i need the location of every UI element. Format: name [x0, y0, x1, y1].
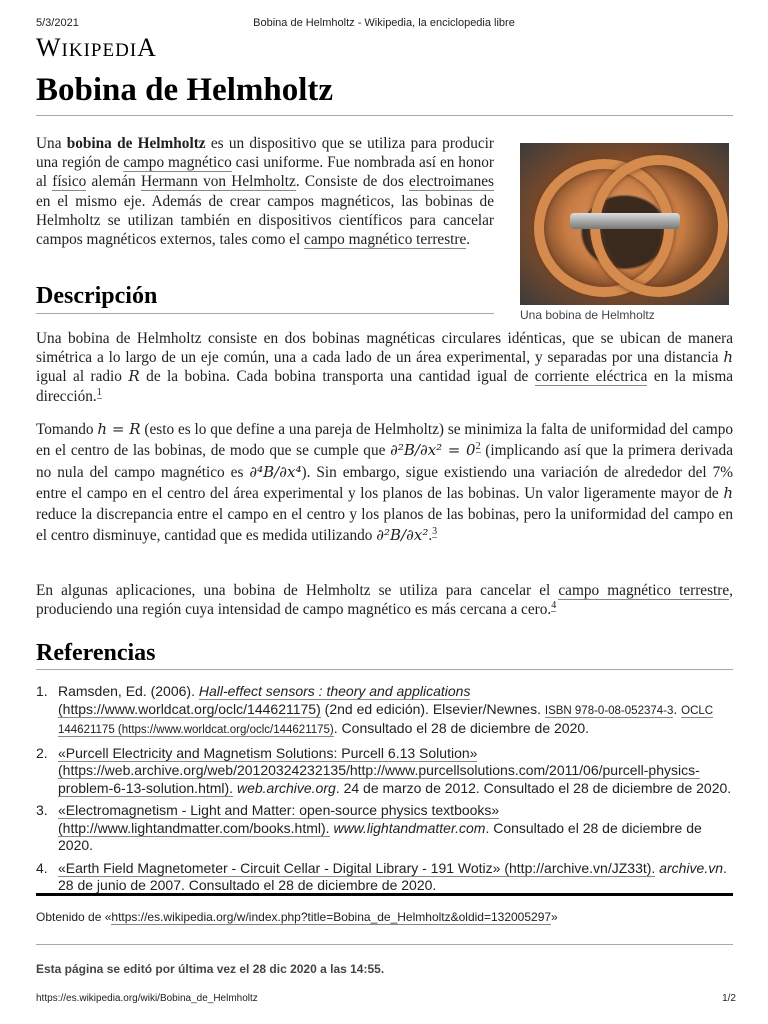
link-campo-magnetico-terrestre[interactable]: campo magnético terrestre	[558, 582, 730, 599]
reference-title-link[interactable]: «Electromagnetism - Light and Matter: open-source physics textbooks» (http://www.lightandmatter.com/books.html).	[58, 802, 500, 836]
paragraph-text: Una bobina de Helmholtz consiste en dos bobinas magnéticas circulares idénticas, que se ubican de manera simétrica a lo largo de un eje común, una a cada lado de un área experimental, y separadas por una distancia	[36, 330, 733, 367]
print-page-title: Bobina de Helmholtz - Wikipedia, la enciclopedia libre	[253, 17, 515, 29]
paragraph-text: (implicando así que la primera derivada no nula del campo magnético es	[36, 442, 733, 481]
link-fisico[interactable]: físico	[52, 173, 87, 191]
logo-last: A	[137, 33, 157, 62]
math-second-derivative-zero: ∂²B/∂x² = 0	[390, 441, 476, 460]
paragraph-text: reduce la discrepancia entre el campo en el centro y los planos de las bobinas, pero la uniformidad del campo en el centro disminuye, cantidad que es medida utilizando	[36, 506, 733, 545]
descripcion-paragraph-1	[36, 329, 733, 406]
thumbnail-caption: Una bobina de Helmholtz	[520, 308, 655, 322]
reference-number: 2.	[36, 744, 48, 761]
section-divider	[36, 313, 494, 314]
print-page-number: 1/2	[722, 993, 736, 1004]
reference-text: (2nd ed edición). Elsevier/Newnes.	[320, 700, 545, 717]
intro-bold-term: bobina de Helmholtz	[66, 135, 206, 152]
reference-title-link[interactable]: Hall-effect sensors : theory and applications	[198, 683, 471, 699]
math-h: h	[723, 483, 733, 502]
oclc-url-link[interactable]: (https://www.worldcat.org/oclc/144621175)	[114, 724, 334, 736]
intro-text: alemán	[86, 173, 141, 191]
ref-link-1[interactable]: 1	[96, 386, 102, 398]
reference-url-link[interactable]: (https://www.worldcat.org/oclc/144621175)	[58, 700, 321, 717]
ref-link-3[interactable]: 3	[432, 526, 438, 538]
print-date: 5/3/2021	[36, 17, 79, 29]
wikipedia-logo[interactable]	[36, 33, 157, 63]
reference-text: . Consultado el 28 de diciembre de 2020.	[58, 819, 702, 853]
link-campo-magnetico[interactable]: campo magnético	[123, 154, 232, 172]
title-divider	[36, 115, 733, 116]
paragraph-text: .	[428, 527, 433, 545]
paragraph-text: , produciendo una región cuya intensidad de campo magnético es más cercana a cero.	[36, 582, 733, 619]
retrieved-prefix: Obtenido de «	[36, 910, 112, 924]
link-corriente-electrica[interactable]: corriente eléctrica	[534, 368, 648, 386]
reference-site: www.lightandmatter.com	[329, 819, 486, 836]
reference-text: . Consultado el 28 de diciembre de 2020.	[333, 720, 590, 736]
link-electroimanes[interactable]: electroimanes	[409, 173, 494, 191]
permanent-link[interactable]: https://es.wikipedia.org/w/index.php?title=Bobina_de_Helmholtz&oldid=132005297	[111, 910, 552, 924]
intro-text: en el mismo eje. Además de crear campos magnéticos, las bobinas de Helmholtz se utilizan también en dispositivos científicos para cancelar campos magnéticos externos, tales como el	[36, 192, 494, 249]
reference-title-link[interactable]: «Earth Field Magnetometer - Circuit Cellar - Digital Library - 191 Wotiz» (http://archive.vn/JZ33t).	[58, 859, 656, 876]
reference-item	[36, 860, 733, 895]
isbn-link[interactable]: ISBN 978-0-08-052374-3	[544, 704, 674, 717]
paragraph-text: de la bobina. Cada bobina transporta una cantidad igual de	[139, 368, 535, 386]
reference-item	[36, 683, 733, 740]
math-fourth-derivative: ∂⁴B/∂x⁴	[249, 462, 302, 481]
thumbnail	[520, 143, 729, 322]
reference-number: 1.	[36, 683, 48, 699]
print-page-url: https://es.wikipedia.org/wiki/Bobina_de_Helmholtz	[36, 993, 258, 1004]
reference-item	[36, 802, 733, 855]
intro-text: casi uniforme. Fue nombrada así en honor al	[36, 154, 494, 191]
intro-paragraph	[36, 134, 494, 249]
paragraph-text: igual al radio	[36, 368, 129, 386]
intro-text: .	[466, 231, 471, 249]
paragraph-text: Tomando	[36, 421, 98, 438]
link-hermann-von-helmholtz[interactable]: Hermann von Helmholtz	[140, 173, 296, 191]
reference-text: .	[673, 700, 682, 717]
page-title: Bobina de Helmholtz	[36, 72, 334, 108]
descripcion-paragraph-2	[36, 419, 733, 547]
reference-text: Ramsden, Ed. (2006).	[58, 683, 199, 699]
ref-link-4[interactable]: 4	[551, 600, 557, 612]
intro-text: Una	[36, 135, 67, 152]
oclc-link[interactable]: OCLC	[681, 704, 714, 717]
section-divider	[36, 669, 733, 670]
reference-item	[36, 745, 733, 798]
math-second-derivative: ∂²B/∂x²	[376, 526, 429, 545]
helmholtz-coil-image[interactable]	[520, 143, 729, 305]
footer-divider	[36, 944, 733, 945]
retrieved-from	[36, 910, 558, 924]
ref-link-2[interactable]: 2	[475, 441, 481, 453]
reference-site: archive.vn	[655, 859, 723, 876]
section-heading-descripcion: Descripción	[36, 283, 158, 309]
section-heading-referencias: Referencias	[36, 640, 156, 666]
reference-number: 4.	[36, 859, 48, 876]
paragraph-text: en la misma dirección.	[36, 368, 734, 405]
reference-number: 3.	[36, 802, 48, 818]
oclc-number-link[interactable]: 144621175	[58, 724, 115, 736]
math-h: h	[723, 348, 733, 367]
paragraph-text: (esto es lo que define a una pareja de Helmholtz) se minimiza la falta de uniformidad del campo en el centro de las bobinas, de modo que se cumple que	[36, 421, 733, 460]
reference-text: . 28 de junio de 2007. Consultado el 28 de diciembre de 2020.	[58, 859, 727, 893]
references-list	[36, 683, 733, 900]
reference-title-link[interactable]: «Purcell Electricity and Magnetism Solutions: Purcell 6.13 Solution» (https://web.archive.org/web/20120324232135/http://www.purcellsolutions.com/2011/06/purcell-physics-problem-6-13-solution.html).	[58, 744, 700, 796]
last-edit-notice: Esta página se editó por última vez el 28 dic 2020 a las 14:55.	[36, 962, 385, 976]
retrieved-suffix: »	[551, 910, 558, 924]
logo-rest: IKIPEDI	[61, 40, 138, 61]
descripcion-paragraph-3	[36, 581, 733, 619]
math-h-equals-r: h = R	[97, 420, 141, 438]
footer-divider	[36, 893, 733, 896]
link-campo-magnetico-terrestre[interactable]: campo magnético terrestre	[304, 231, 467, 249]
logo-first: W	[36, 33, 62, 62]
reference-text: . 24 de marzo de 2012. Consultado el 28 de diciembre de 2020.	[335, 779, 732, 796]
intro-text: es un dispositivo que se utiliza para producir una región de	[36, 135, 495, 172]
math-R: R	[128, 367, 140, 386]
reference-site: web.archive.org	[233, 779, 336, 796]
intro-text: . Consiste de dos	[295, 173, 410, 191]
paragraph-text: En algunas aplicaciones, una bobina de Helmholtz se utiliza para cancelar el	[36, 582, 559, 599]
paragraph-text: ). Sin embargo, sigue existiendo una variación de alrededor del 7% entre el campo en el centro del área experimental y los planos de las bobinas. Un valor ligeramente mayor de	[36, 463, 734, 502]
